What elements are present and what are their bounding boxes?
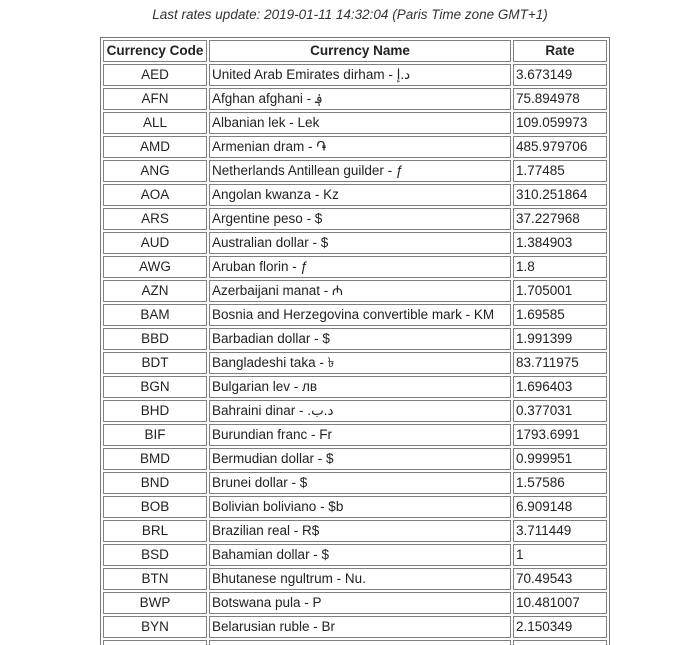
table-header-row xyxy=(103,40,607,62)
table-row xyxy=(103,376,607,398)
currency-code-cell: BDT xyxy=(103,352,207,374)
currency-name-cell: Armenian dram - ֏ xyxy=(209,136,511,158)
rate-cell: 3.673149 xyxy=(513,64,607,86)
currency-name-cell: Bangladeshi taka - ৳ xyxy=(209,352,511,374)
rate-cell: 75.894978 xyxy=(513,88,607,110)
table-row xyxy=(103,304,607,326)
currency-name-cell: Azerbaijani manat - ₼ xyxy=(209,280,511,302)
currency-code-cell: BHD xyxy=(103,400,207,422)
currency-name-cell: Brunei dollar - $ xyxy=(209,472,511,494)
currency-name-cell xyxy=(209,640,511,645)
table-row xyxy=(103,592,607,614)
currency-name-cell: United Arab Emirates dirham - د.إ xyxy=(209,64,511,86)
currency-code-cell: ANG xyxy=(103,160,207,182)
currency-code-cell: BWP xyxy=(103,592,207,614)
table-row xyxy=(103,64,607,86)
table-row xyxy=(103,424,607,446)
table-row xyxy=(103,640,607,645)
table-row xyxy=(103,184,607,206)
currency-name-cell: Burundian franc - Fr xyxy=(209,424,511,446)
currency-name-cell: Aruban florin - ƒ xyxy=(209,256,511,278)
table-row xyxy=(103,352,607,374)
currency-name-cell: Bahraini dinar - .د.ب xyxy=(209,400,511,422)
rate-cell: 6.909148 xyxy=(513,496,607,518)
currency-code-cell: ALL xyxy=(103,112,207,134)
rate-cell: 1 xyxy=(513,544,607,566)
currency-code-cell: BOB xyxy=(103,496,207,518)
rate-cell: 1.69585 xyxy=(513,304,607,326)
rate-cell: 3.711449 xyxy=(513,520,607,542)
rate-cell: 485.979706 xyxy=(513,136,607,158)
last-update-text: Last rates update: 2019-01-11 14:32:04 (Paris Time zone GMT+1) xyxy=(152,7,548,22)
header-currency-name: Currency Name xyxy=(209,40,511,62)
rate-cell: 1.384903 xyxy=(513,232,607,254)
currency-name-cell: Belarusian ruble - Br xyxy=(209,616,511,638)
rate-cell: 1.696403 xyxy=(513,376,607,398)
currency-code-cell: ARS xyxy=(103,208,207,230)
rate-cell: 310.251864 xyxy=(513,184,607,206)
currency-code-cell: BTN xyxy=(103,568,207,590)
table-row xyxy=(103,400,607,422)
currency-name-cell: Netherlands Antillean guilder - ƒ xyxy=(209,160,511,182)
table-row xyxy=(103,472,607,494)
currency-name-cell: Barbadian dollar - $ xyxy=(209,328,511,350)
rate-cell: 37.227968 xyxy=(513,208,607,230)
currency-code-cell: AUD xyxy=(103,232,207,254)
currency-name-cell: Botswana pula - P xyxy=(209,592,511,614)
table-body xyxy=(103,64,607,645)
currency-rates-table xyxy=(100,37,610,645)
currency-code-cell: BMD xyxy=(103,448,207,470)
currency-name-cell: Bahamian dollar - $ xyxy=(209,544,511,566)
rate-cell: 1.8 xyxy=(513,256,607,278)
currency-code-cell: BYN xyxy=(103,616,207,638)
currency-code-cell: AWG xyxy=(103,256,207,278)
table-row xyxy=(103,280,607,302)
table-row xyxy=(103,544,607,566)
currency-code-cell: BBD xyxy=(103,328,207,350)
rates-table-container xyxy=(100,37,610,645)
table-row xyxy=(103,136,607,158)
table-row xyxy=(103,160,607,182)
rate-cell: 1.57586 xyxy=(513,472,607,494)
currency-code-cell: AMD xyxy=(103,136,207,158)
table-row xyxy=(103,496,607,518)
rate-cell: 0.377031 xyxy=(513,400,607,422)
table-row xyxy=(103,448,607,470)
rate-cell: 1.705001 xyxy=(513,280,607,302)
table-row xyxy=(103,112,607,134)
currency-code-cell: AFN xyxy=(103,88,207,110)
currency-name-cell: Brazilian real - R$ xyxy=(209,520,511,542)
table-row xyxy=(103,208,607,230)
table-row xyxy=(103,568,607,590)
currency-name-cell: Australian dollar - $ xyxy=(209,232,511,254)
table-row xyxy=(103,520,607,542)
currency-name-cell: Albanian lek - Lek xyxy=(209,112,511,134)
rate-cell: 0.999951 xyxy=(513,448,607,470)
currency-code-cell: BSD xyxy=(103,544,207,566)
rate-cell xyxy=(513,640,607,645)
currency-code-cell: BIF xyxy=(103,424,207,446)
rate-cell: 2.150349 xyxy=(513,616,607,638)
table-row xyxy=(103,232,607,254)
rate-cell: 70.49543 xyxy=(513,568,607,590)
rate-cell: 1793.6991 xyxy=(513,424,607,446)
currency-code-cell: BRL xyxy=(103,520,207,542)
table-row xyxy=(103,88,607,110)
currency-code-cell: BAM xyxy=(103,304,207,326)
rate-cell: 1.77485 xyxy=(513,160,607,182)
currency-code-cell: AED xyxy=(103,64,207,86)
table-row xyxy=(103,328,607,350)
currency-code-cell xyxy=(103,640,207,645)
currency-name-cell: Bulgarian lev - лв xyxy=(209,376,511,398)
currency-code-cell: AZN xyxy=(103,280,207,302)
currency-name-cell: Bhutanese ngultrum - Nu. xyxy=(209,568,511,590)
currency-name-cell: Bermudian dollar - $ xyxy=(209,448,511,470)
currency-code-cell: BGN xyxy=(103,376,207,398)
currency-name-cell: Afghan afghani - ؋ xyxy=(209,88,511,110)
currency-name-cell: Bolivian boliviano - $b xyxy=(209,496,511,518)
currency-code-cell: BND xyxy=(103,472,207,494)
rate-cell: 10.481007 xyxy=(513,592,607,614)
currency-name-cell: Angolan kwanza - Kz xyxy=(209,184,511,206)
rate-cell: 109.059973 xyxy=(513,112,607,134)
rate-cell: 83.711975 xyxy=(513,352,607,374)
table-row xyxy=(103,256,607,278)
header-rate: Rate xyxy=(513,40,607,62)
currency-code-cell: AOA xyxy=(103,184,207,206)
table-row xyxy=(103,616,607,638)
currency-name-cell: Bosnia and Herzegovina convertible mark - KM xyxy=(209,304,511,326)
currency-name-cell: Argentine peso - $ xyxy=(209,208,511,230)
rate-cell: 1.991399 xyxy=(513,328,607,350)
header-currency-code: Currency Code xyxy=(103,40,207,62)
